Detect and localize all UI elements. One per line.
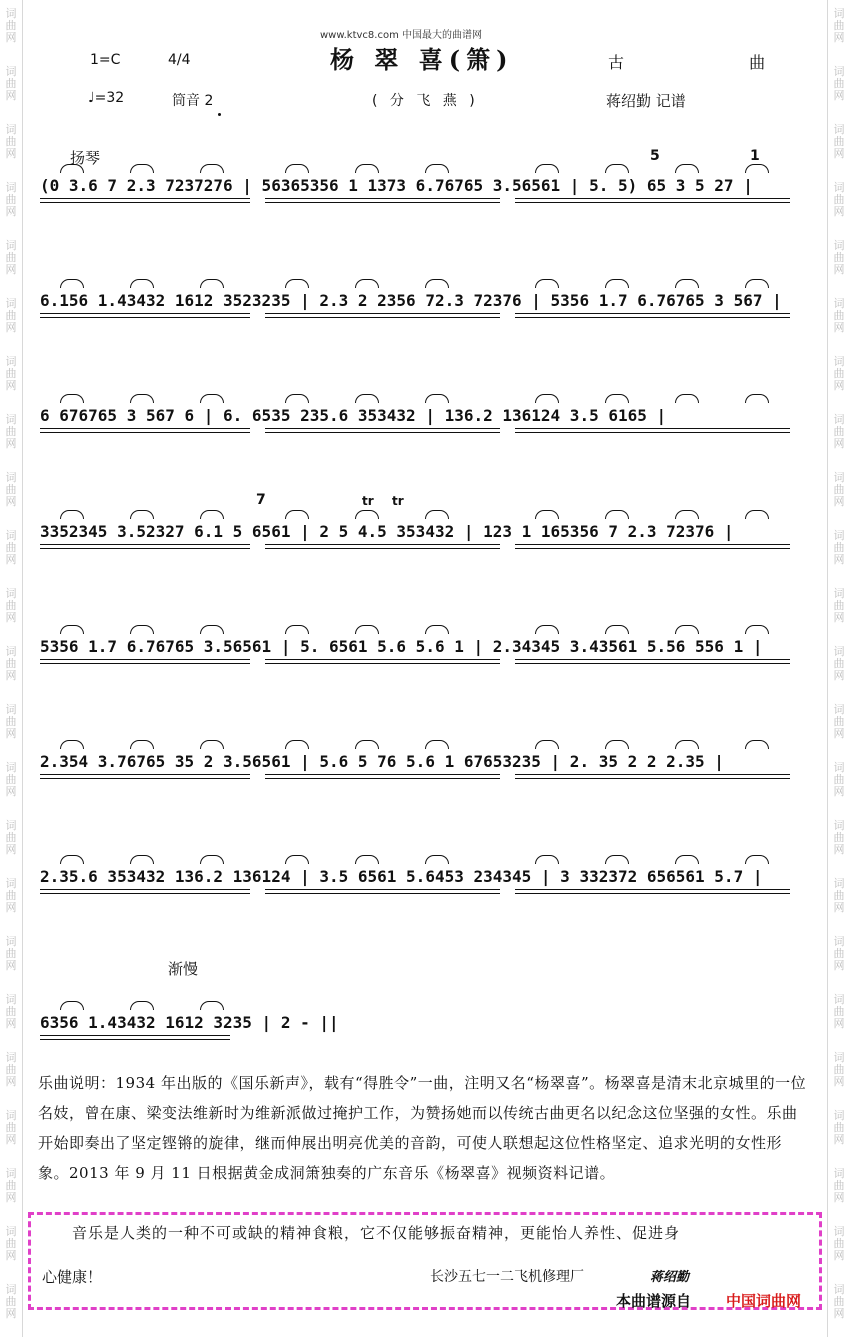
beam-line [515, 317, 790, 318]
slur-arc [535, 394, 559, 403]
beam-line [265, 889, 500, 890]
beam-line [40, 202, 250, 203]
watermark-mark: 词 曲 网 [833, 1051, 845, 1088]
beam-line [40, 774, 250, 775]
slur-arc [745, 510, 769, 519]
beam-line [515, 313, 790, 314]
watermark-mark: 词 曲 网 [833, 529, 845, 566]
slur-arc [675, 855, 699, 864]
slur-arc [355, 510, 379, 519]
slur-arc [200, 740, 224, 749]
score-line-7 [40, 867, 810, 886]
slur-arc [425, 740, 449, 749]
slur-arc [285, 279, 309, 288]
watermark-mark: 词 曲 网 [5, 7, 17, 44]
slur-arc [675, 394, 699, 403]
watermark-mark: 词 曲 网 [833, 1167, 845, 1204]
page-title: 杨 翠 喜(箫) [330, 45, 514, 74]
beam-line [515, 659, 790, 660]
slur-arc [425, 394, 449, 403]
score-line-1 [40, 176, 810, 195]
beam-line [515, 774, 790, 775]
slur-arc [425, 625, 449, 634]
slur-arc [675, 625, 699, 634]
slur-arc [675, 279, 699, 288]
slur-arc [605, 740, 629, 749]
slur-arc [130, 394, 154, 403]
motto-line-1: 音乐是人类的一种不可或缺的精神食粮，它不仅能够振奋精神，更能怡人养性、促进身 [72, 1224, 681, 1242]
slur-arc [535, 855, 559, 864]
beam-line [515, 198, 790, 199]
beam-line [265, 317, 500, 318]
slur-arc [355, 279, 379, 288]
transcriber: 蒋绍勤 记谱 [606, 92, 686, 110]
score-notes: 2.35.6 353432 136.2 136124 | 3.5 6561 5.6453 234345 | 3 332372 656561 5.7 | [40, 867, 763, 886]
score-line-6 [40, 752, 810, 771]
slur-arc [675, 740, 699, 749]
watermark-mark: 词 曲 网 [833, 471, 845, 508]
beam-line [40, 663, 250, 664]
beam-line [515, 548, 790, 549]
beam-line [515, 663, 790, 664]
watermark-mark: 词 曲 网 [5, 1167, 17, 1204]
beam-line [265, 313, 500, 314]
slur-arc [355, 855, 379, 864]
watermark-mark: 词 曲 网 [5, 645, 17, 682]
watermark-mark: 词 曲 网 [5, 181, 17, 218]
beam-line [40, 1035, 230, 1036]
beam-line [265, 659, 500, 660]
watermark-mark: 词 曲 网 [833, 239, 845, 276]
motto-line-2: 心健康！ [42, 1268, 103, 1286]
beam-line [40, 893, 250, 894]
slur-arc [130, 855, 154, 864]
beam-line [515, 889, 790, 890]
slur-arc [605, 855, 629, 864]
slur-arc [60, 279, 84, 288]
watermark-mark: 词 曲 网 [5, 761, 17, 798]
beam-line [40, 548, 250, 549]
factory-name: 长沙五七一二飞机修理厂 [430, 1269, 584, 1285]
slur-arc [605, 625, 629, 634]
score-notes: (0 3.6 7 2.3 7237276 | 56365356 1 1373 6.76765 3.56561 | 5. 5) 65 3 5 27 | [40, 176, 753, 195]
watermark-mark: 词 曲 网 [5, 1109, 17, 1146]
beam-line [515, 428, 790, 429]
beam-line [265, 198, 500, 199]
watermark-mark: 词 曲 网 [833, 123, 845, 160]
watermark-mark: 词 曲 网 [5, 1283, 17, 1320]
beam-line [40, 1039, 230, 1040]
watermark-mark: 词 曲 网 [833, 703, 845, 740]
slur-arc [60, 510, 84, 519]
beam-line [40, 432, 250, 433]
slur-arc [130, 740, 154, 749]
beam-line [265, 774, 500, 775]
beam-line [515, 432, 790, 433]
tempo-mark: ♩=32 [88, 90, 125, 106]
slur-arc [535, 740, 559, 749]
slur-arc [425, 855, 449, 864]
watermark-mark: 词 曲 网 [5, 471, 17, 508]
watermark-mark: 词 曲 网 [833, 1225, 845, 1262]
slur-arc [130, 1001, 154, 1010]
slur-arc [425, 164, 449, 173]
beam-line [40, 317, 250, 318]
beam-line [265, 544, 500, 545]
watermark-mark: 词 曲 网 [833, 587, 845, 624]
slur-arc [285, 510, 309, 519]
watermark-mark: 词 曲 网 [5, 877, 17, 914]
key-signature: 1=C [90, 52, 121, 68]
time-signature: 4/4 [168, 52, 191, 68]
instrument-label: 扬琴 [70, 149, 101, 167]
beam-line [40, 544, 250, 545]
slur-arc [200, 510, 224, 519]
watermark-mark: 词 曲 网 [5, 935, 17, 972]
watermark-mark: 词 曲 网 [5, 413, 17, 450]
score-notes: 2.354 3.76765 35 2 3.56561 | 5.6 5 76 5.6 1 67653235 | 2. 35 2 2 2.35 | [40, 752, 724, 771]
beam-line [515, 778, 790, 779]
score-line-3 [40, 406, 810, 425]
slur-arc [285, 164, 309, 173]
watermark-mark: 词 曲 网 [5, 65, 17, 102]
slur-arc [130, 625, 154, 634]
watermark-mark: 词 曲 网 [833, 877, 845, 914]
slur-arc [285, 625, 309, 634]
score-line-4 [40, 522, 810, 541]
slur-arc [200, 164, 224, 173]
beam-line [40, 889, 250, 890]
slur-arc [605, 394, 629, 403]
watermark-mark: 词 曲 网 [833, 65, 845, 102]
slur-arc [355, 625, 379, 634]
beam-line [40, 198, 250, 199]
slur-arc [535, 164, 559, 173]
slur-arc [745, 279, 769, 288]
slur-arc [130, 510, 154, 519]
slur-arc [675, 164, 699, 173]
watermark-mark: 词 曲 网 [833, 993, 845, 1030]
watermark-mark: 词 曲 网 [5, 993, 17, 1030]
beam-line [265, 202, 500, 203]
watermark-mark: 词 曲 网 [833, 355, 845, 392]
watermark-mark: 词 曲 网 [833, 935, 845, 972]
slur-arc [60, 625, 84, 634]
watermark-mark: 词 曲 网 [5, 123, 17, 160]
slur-arc [425, 279, 449, 288]
beam-line [265, 548, 500, 549]
slur-arc [425, 510, 449, 519]
source-site-link[interactable]: 中国词曲网 [726, 1292, 802, 1310]
slur-arc [675, 510, 699, 519]
slur-arc [285, 855, 309, 864]
watermark-mark: 词 曲 网 [833, 1109, 845, 1146]
slur-arc [745, 625, 769, 634]
watermark-mark: 词 曲 网 [833, 413, 845, 450]
slur-arc [605, 164, 629, 173]
slur-arc [355, 164, 379, 173]
beam-line [40, 428, 250, 429]
slur-arc [285, 394, 309, 403]
watermark-mark: 词 曲 网 [833, 1283, 845, 1320]
genre-label: 古 曲 [608, 53, 826, 72]
score-line-2 [40, 291, 810, 310]
slur-arc [745, 740, 769, 749]
description-paragraph: 乐曲说明：1934 年出版的《国乐新声》，载有“得胜令”一曲，注明又名“杨翠喜”。杨翠喜是清末北京城里的一位名妓，曾在康、梁变法维新时为维新派做过掩护工作，为赞扬她而以传统古曲更名以纪念这位坚强的女性。乐曲开始即奏出了坚定铿锵的旋律，继而伸展出明亮优美的音韵，可使人联想起这位性格坚定、追求光明的女性形象。2013 年 9 月 11 日根据黄金成洞箫独奏的广东音乐《杨翠喜》视频资料记谱。 [38, 1074, 807, 1182]
watermark-mark: 词 曲 网 [833, 297, 845, 334]
score-notes: 5356 1.7 6.76765 3.56561 | 5. 6561 5.6 5.6 1 | 2.34345 3.43561 5.56 556 1 | [40, 637, 763, 656]
watermark-mark: 词 曲 网 [5, 355, 17, 392]
score-line-8 [40, 1013, 810, 1032]
score-notes: 6356 1.43432 1612 3235 | 2 - || [40, 1013, 339, 1032]
ornament-note: 1 [750, 148, 760, 164]
watermark-mark: 词 曲 网 [833, 645, 845, 682]
watermark-mark: 词 曲 网 [5, 1051, 17, 1088]
watermark-mark: 词 曲 网 [5, 587, 17, 624]
beam-line [40, 313, 250, 314]
watermark-mark: 词 曲 网 [833, 761, 845, 798]
slur-arc [200, 625, 224, 634]
slur-arc [535, 279, 559, 288]
beam-line [40, 778, 250, 779]
slur-arc [605, 279, 629, 288]
slur-arc [60, 855, 84, 864]
trill-mark: tr [392, 494, 404, 508]
source-label: 本曲谱源自 [616, 1292, 692, 1310]
beam-line [515, 893, 790, 894]
ornament-note: 5 [650, 148, 660, 164]
slur-arc [535, 510, 559, 519]
watermark-mark: 词 曲 网 [833, 819, 845, 856]
beam-line [265, 663, 500, 664]
slur-arc [355, 740, 379, 749]
slur-arc [200, 394, 224, 403]
watermark-mark: 词 曲 网 [833, 7, 845, 44]
slur-arc [535, 625, 559, 634]
watermark-mark: 词 曲 网 [5, 1225, 17, 1262]
subtitle: ( 分 飞 燕 ) [372, 93, 479, 109]
beam-line [265, 778, 500, 779]
slur-arc [130, 164, 154, 173]
site-url[interactable]: www.ktvc8.com 中国最大的曲谱网 [320, 30, 483, 41]
slur-arc [60, 740, 84, 749]
beam-line [515, 202, 790, 203]
watermark-mark: 词 曲 网 [5, 819, 17, 856]
beam-line [515, 544, 790, 545]
slur-arc [60, 1001, 84, 1010]
low-octave-dot [218, 113, 221, 116]
tempo-marking: 渐慢 [168, 960, 199, 978]
beam-line [265, 428, 500, 429]
slur-arc [200, 279, 224, 288]
right-watermark-column [827, 0, 850, 1337]
watermark-mark: 词 曲 网 [833, 181, 845, 218]
score-line-5 [40, 637, 810, 656]
slur-arc [605, 510, 629, 519]
score-notes: 6.156 1.43432 1612 3523235 | 2.3 2 2356 72.3 72376 | 5356 1.7 6.76765 3 567 | [40, 291, 782, 310]
beam-line [265, 893, 500, 894]
slur-arc [60, 164, 84, 173]
slur-arc [200, 1001, 224, 1010]
slur-arc [60, 394, 84, 403]
flute-tuning: 筒音 2 [172, 93, 214, 109]
signature: 蒋绍勤 [650, 1270, 690, 1285]
score-notes: 6 676765 3 567 6 | 6. 6535 235.6 353432 | 136.2 136124 3.5 6165 | [40, 406, 667, 425]
watermark-mark: 词 曲 网 [5, 297, 17, 334]
slur-arc [745, 164, 769, 173]
slur-arc [745, 855, 769, 864]
beam-line [40, 659, 250, 660]
slur-arc [355, 394, 379, 403]
watermark-mark: 词 曲 网 [5, 703, 17, 740]
trill-mark: tr [362, 494, 374, 508]
ornament-note: 7 [256, 492, 266, 508]
left-watermark-column [0, 0, 23, 1337]
slur-arc [130, 279, 154, 288]
watermark-mark: 词 曲 网 [5, 239, 17, 276]
score-notes: 3352345 3.52327 6.1 5 6561 | 2 5 4.5 353432 | 123 1 165356 7 2.3 72376 | [40, 522, 734, 541]
slur-arc [285, 740, 309, 749]
slur-arc [200, 855, 224, 864]
beam-line [265, 432, 500, 433]
watermark-mark: 词 曲 网 [5, 529, 17, 566]
slur-arc [745, 394, 769, 403]
